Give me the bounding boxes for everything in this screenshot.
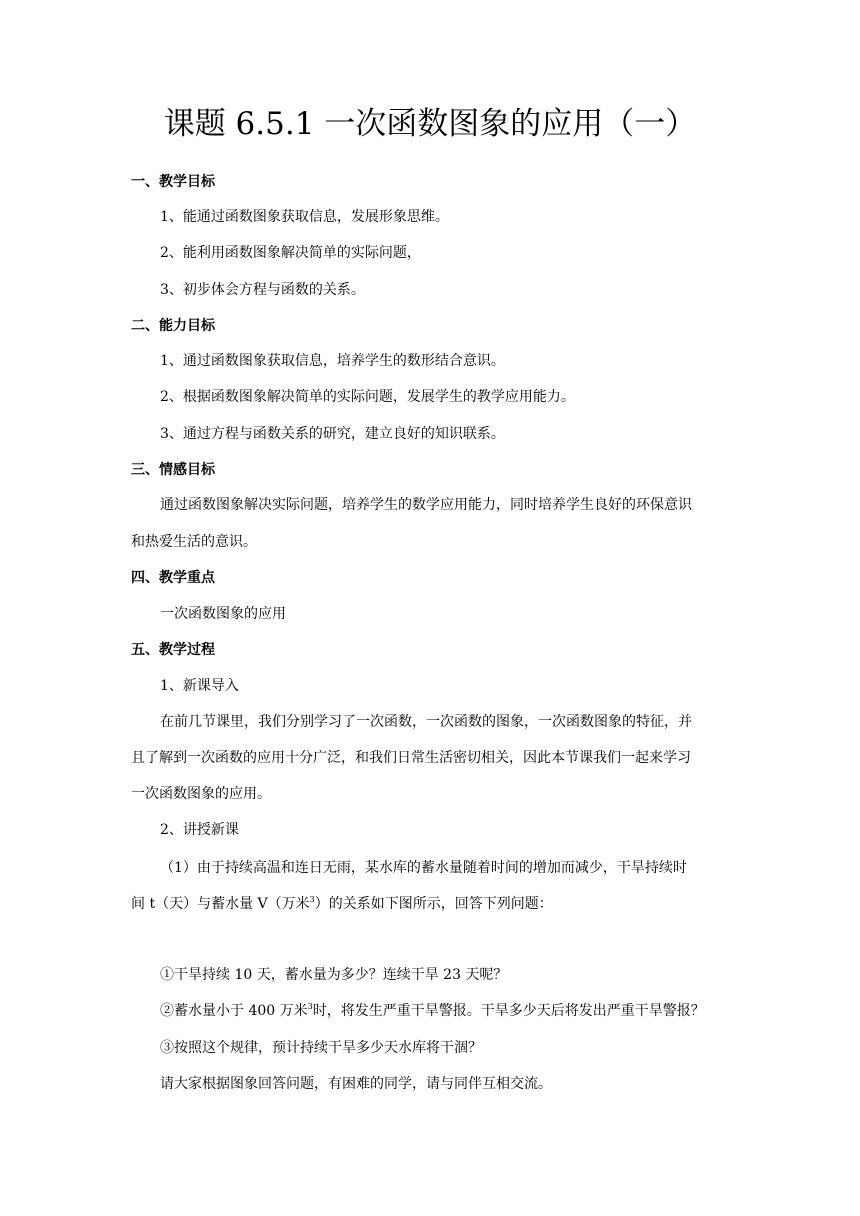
- problem-line-2-text-b: ）的关系如下图所示，回答下列问题：: [314, 896, 553, 912]
- ability-item-3: 3、通过方程与函数关系的研究，建立良好的知识联系。: [160, 426, 505, 442]
- unit-superscript: 3: [307, 1002, 313, 1011]
- unit-superscript: 3: [309, 895, 315, 904]
- subsection-new-lesson-heading: 2、讲授新课: [160, 822, 239, 838]
- question-2-text-b: 时，将发生严重干旱警报。干旱多少天后将发出严重干旱警报？: [312, 1003, 705, 1019]
- question-2-text-a: ②蓄水量小于 400 万米: [160, 1003, 308, 1019]
- document-title: 课题 6.5.1 一次函数图象的应用（一）: [163, 106, 697, 142]
- section-heading-key-points: 四、教学重点: [131, 570, 215, 586]
- intro-para-line-3: 一次函数图象的应用。: [131, 786, 271, 802]
- emotion-para-line-1: 通过函数图象解决实际问题，培养学生的数学应用能力，同时培养学生良好的环保意识: [160, 497, 692, 513]
- section-heading-emotion-goals: 三、情感目标: [131, 462, 215, 478]
- section-heading-teaching-process: 五、教学过程: [131, 642, 215, 658]
- problem-line-2-text-a: 间 t（天）与蓄水量 V（万米: [131, 896, 310, 912]
- question-3: ③按照这个规律，预计持续干旱多少天水库将干涸？: [160, 1040, 482, 1056]
- goal-item-3: 3、初步体会方程与函数的关系。: [160, 282, 365, 298]
- key-point-item: 一次函数图象的应用: [160, 606, 286, 622]
- emotion-para-line-2: 和热爱生活的意识。: [131, 534, 257, 550]
- problem-line-1: （1）由于持续高温和连日无雨，某水库的蓄水量随着时间的增加而减少，干旱持续时: [160, 860, 687, 876]
- question-2: [160, 1000, 705, 1022]
- section-heading-ability-goals: 二、能力目标: [131, 318, 215, 334]
- intro-para-line-2: 且了解到一次函数的应用十分广泛，和我们日常生活密切相关，因此本节课我们一起来学习: [131, 750, 691, 766]
- problem-line-2: [131, 893, 553, 915]
- goal-item-2: 2、能利用函数图象解决简单的实际问题，: [160, 245, 421, 261]
- section-heading-teaching-goals: 一、教学目标: [131, 174, 215, 190]
- closing-instruction: 请大家根据图象回答问题，有困难的同学，请与同伴互相交流。: [160, 1076, 552, 1092]
- subsection-intro-heading: 1、新课导入: [160, 678, 239, 694]
- question-1: ①干旱持续 10 天，蓄水量为多少？连续干旱 23 天呢？: [160, 967, 508, 983]
- goal-item-1: 1、能通过函数图象获取信息，发展形象思维。: [160, 209, 449, 225]
- intro-para-line-1: 在前几节课里，我们分别学习了一次函数，一次函数的图象，一次函数图象的特征，并: [160, 714, 692, 730]
- ability-item-1: 1、通过函数图象获取信息，培养学生的数形结合意识。: [160, 353, 505, 369]
- ability-item-2: 2、根据函数图象解决简单的实际问题，发展学生的教学应用能力。: [160, 389, 575, 405]
